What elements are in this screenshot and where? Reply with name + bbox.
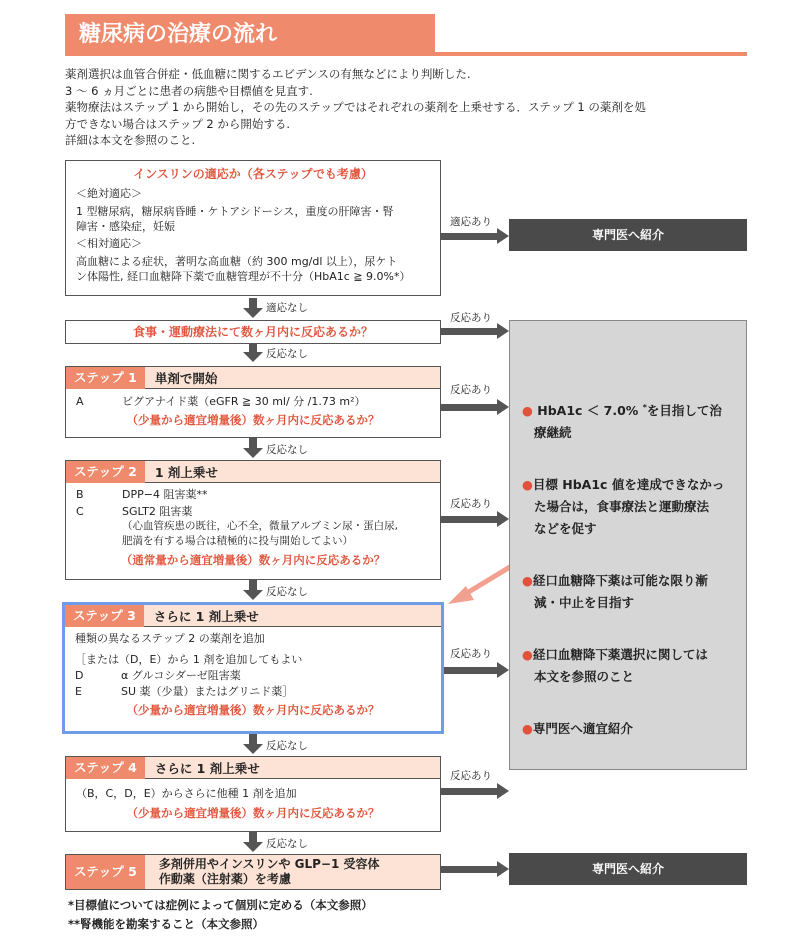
step4-line: （B，C，D，E）からさらに他種 1 剤を追加 (76, 787, 297, 800)
step3-question: （少量から適宜増量後）数ヶ月内に反応あるか？ (126, 703, 380, 717)
intro-line: 詳細は本文を参照のこと. (65, 133, 196, 147)
intro-line: 方できない場合はステップ 2 から開始する. (65, 116, 291, 131)
step2-title: 1 剤上乗せ (154, 464, 218, 480)
step5-box (65, 854, 441, 890)
intro-line: 3 ～ 6 ヵ月ごとに患者の病態や目標値を見直す. (65, 83, 313, 98)
label-response-no: 反応なし (266, 348, 308, 360)
page-title: 糖尿病の治療の流れ (65, 14, 435, 56)
step2-b-letter: B (76, 488, 84, 501)
relative-indication-text: 高血糖による症状，著明な高血糖（約 300 mg/dl 以上），尿ケト (76, 255, 398, 268)
step5-label: ステップ 5 (66, 855, 145, 889)
step4-label: ステップ 4 (66, 757, 145, 779)
step3-header (65, 605, 441, 627)
step2-box (65, 460, 441, 580)
step5-title: 作動薬（注射薬）を考慮 (158, 872, 291, 886)
label-response-no: 反応なし (266, 444, 308, 456)
step4-header (66, 757, 440, 779)
insulin-heading: インスリンの適応か（各ステップでも考慮） (133, 167, 373, 181)
step3-e-letter: E (75, 685, 82, 698)
label-response-yes: 反応あり (450, 648, 492, 660)
footnote: *目標値については症例によって個別に定める（本文参照） (68, 898, 373, 912)
label-indicated: 適応あり (450, 216, 492, 228)
label-response-no: 反応なし (266, 838, 308, 850)
step3-line: ［または（D，E）から 1 剤を追加してもよい (75, 653, 303, 666)
guidance-item: ●目標 HbA1c 値を達成できなかっ た場合は，食事療法と運動療法 などを促す (522, 477, 725, 537)
guidance-item: ●専門医へ適宜紹介 (522, 721, 633, 737)
diet-exercise-question: 食事・運動療法にて数ヶ月内に反応あるか？ (65, 320, 441, 344)
guidance-item: ●経口血糖降下薬選択に関しては 本文を参照のこと (522, 647, 708, 685)
relative-indication-text: ン体陽性, 経口血糖降下薬で血糖管理が不十分（HbA1c ≧ 9.0%*） (76, 270, 411, 283)
step3-d-text: α グルコシダーゼ阻害薬 (121, 669, 241, 682)
relative-indication-label: ＜相対適応＞ (76, 237, 142, 250)
intro-line: 薬物療法はステップ 1 から開始し，その先のステップではそれぞれの薬剤を上乗せする．ステップ 1 の薬剤を処 (65, 100, 646, 114)
label-response-no: 反応なし (266, 740, 308, 752)
absolute-indication-text: 障害・感染症，妊娠 (76, 220, 175, 233)
step2-label: ステップ 2 (66, 461, 145, 483)
step4-question: （少量から適宜増量後）数ヶ月内に反応あるか？ (126, 806, 380, 820)
step2-c-letter: C (76, 505, 84, 518)
referral-box: 専門医へ紹介 (509, 219, 747, 251)
label-response-yes: 反応あり (450, 498, 492, 510)
step1-label: ステップ 1 (66, 367, 145, 389)
step1-box (65, 366, 441, 438)
label-response-yes: 反応あり (450, 384, 492, 396)
step1-question: （少量から適宜増量後）数ヶ月内に反応あるか？ (126, 413, 380, 427)
footnote: **腎機能を勘案すること（本文参照） (68, 917, 265, 931)
guidance-item: ● HbA1c ＜ 7.0% *を目指して治 療継続 (522, 403, 722, 441)
step1-item-letter: A (76, 395, 84, 408)
guidance-box (509, 320, 747, 770)
step3-label: ステップ 3 (65, 605, 144, 627)
absolute-indication-label: ＜絶対適応＞ (76, 187, 142, 200)
step5-title: 多剤併用やインスリンや GLP−1 受容体 (158, 857, 380, 871)
step4-box (65, 756, 441, 832)
referral-box: 専門医へ紹介 (509, 853, 747, 885)
insulin-indication-box (65, 160, 441, 296)
label-response-yes: 反応あり (450, 770, 492, 782)
step2-c-text: SGLT2 阻害薬 (122, 505, 193, 518)
step1-title: 単剤で開始 (154, 370, 218, 386)
intro-line: 薬剤選択は血管合併症・低血糖に関するエビデンスの有無などにより判断した. (65, 67, 471, 81)
label-not-indicated: 適応なし (266, 302, 308, 314)
step1-header (66, 367, 440, 389)
step2-b-text: DPP−4 阻害薬** (122, 488, 208, 501)
step2-c-note: （心血管疾患の既往，心不全，微量アルブミン尿・蛋白尿, (122, 520, 398, 532)
step2-header (66, 461, 440, 483)
label-response-no: 反応なし (266, 586, 308, 598)
step2-c-note: 肥満を有する場合は積極的に投与開始してよい） (122, 535, 353, 547)
step1-item-text: ビグアナイド薬（eGFR ≧ 30 ml/ 分 /1.73 m²） (122, 395, 366, 408)
absolute-indication-text: 1 型糖尿病，糖尿病昏睡・ケトアシドーシス，重度の肝障害・腎 (76, 205, 394, 218)
step2-question: （通常量から適宜増量後）数ヶ月内に反応あるか？ (120, 553, 386, 567)
step3-e-text: SU 薬（少量）またはグリニド薬］ (121, 685, 294, 698)
step3-box (62, 602, 444, 734)
step3-title: さらに 1 剤上乗せ (153, 608, 259, 624)
guidance-item: ●経口血糖降下薬は可能な限り漸 減・中止を目指す (522, 573, 708, 611)
step4-title: さらに 1 剤上乗せ (154, 760, 260, 776)
label-response-yes: 反応あり (450, 312, 492, 324)
step3-d-letter: D (75, 669, 84, 682)
step3-line: 種類の異なるステップ 2 の薬剤を追加 (75, 632, 265, 645)
